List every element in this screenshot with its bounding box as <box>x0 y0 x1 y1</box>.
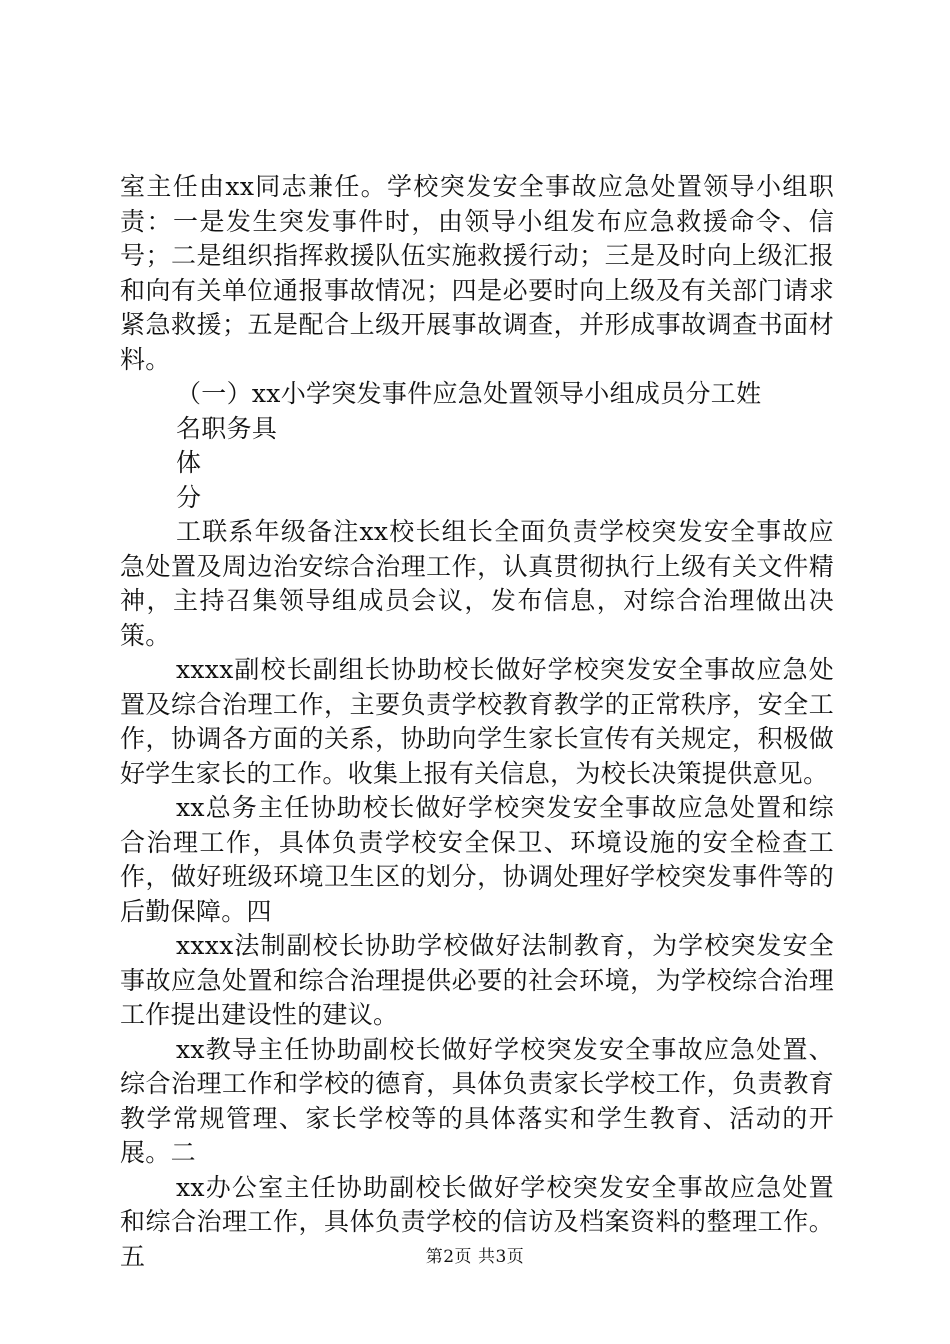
paragraph-section-heading: （一）xx小学突发事件应急处置领导小组成员分工姓 <box>176 379 762 408</box>
page-number: 第2页 共3页 <box>425 1247 525 1267</box>
paragraph-vice-principal: xxxx副校长副组长协助校长做好学校突发安全事故应急处置及综合治理工作，主要负责学校教育教学的正常秩序，安全工作，协调各方面的关系，协助向学生家长宣传有关规定，积极做好学生家长的工作。收集上报有关信息，为校长决策提供意见。 <box>120 655 834 788</box>
paragraph-fragment-name: 名职务具 <box>176 413 278 443</box>
paragraph-duties: 室主任由xx同志兼任。学校突发安全事故应急处置领导小组职责：一是发生突发事件时，由领导小组发布应急救援命令、信号；二是组织指挥救援队伍实施救援行动；三是及时向上级汇报和向有关单位通报事故情况；四是必要时向上级及有关部门请求紧急救援；五是配合上级开展事故调查，并形成事故调查书面材料。 <box>120 172 834 374</box>
document-body <box>120 170 834 1274</box>
paragraph-fragment-ti: 体 <box>176 448 202 477</box>
paragraph-academic-director: xx教导主任协助副校长做好学校突发安全事故应急处置、综合治理工作和学校的德育，具体负责家长学校工作，负责教育教学常规管理、家长学校等的具体落实和学生教育、活动的开展。二 <box>120 1034 834 1167</box>
paragraph-general-affairs: xx总务主任协助校长做好学校突发安全事故应急处置和综合治理工作，具体负责学校安全保卫、环境设施的安全检查工作，做好班级环境卫生区的划分，协调处理好学校突发事件等的后勤保障。四 <box>120 793 834 926</box>
paragraph-office-director: xx办公室主任协助副校长做好学校突发安全事故应急处置和综合治理工作，具体负责学校的信访及档案资料的整理工作。五 <box>120 1172 834 1271</box>
paragraph-fragment-fen: 分 <box>176 482 202 512</box>
paragraph-legal-vice-principal: xxxx法制副校长协助学校做好法制教育，为学校突发安全事故应急处置和综合治理提供必要的社会环境，为学校综合治理工作提出建设性的建议。 <box>120 931 834 1029</box>
paragraph-principal: 工联系年级备注xx校长组长全面负责学校突发安全事故应急处置及周边治安综合治理工作，认真贯彻执行上级有关文件精神，主持召集领导组成员会议，发布信息，对综合治理做出决策。 <box>120 517 834 650</box>
